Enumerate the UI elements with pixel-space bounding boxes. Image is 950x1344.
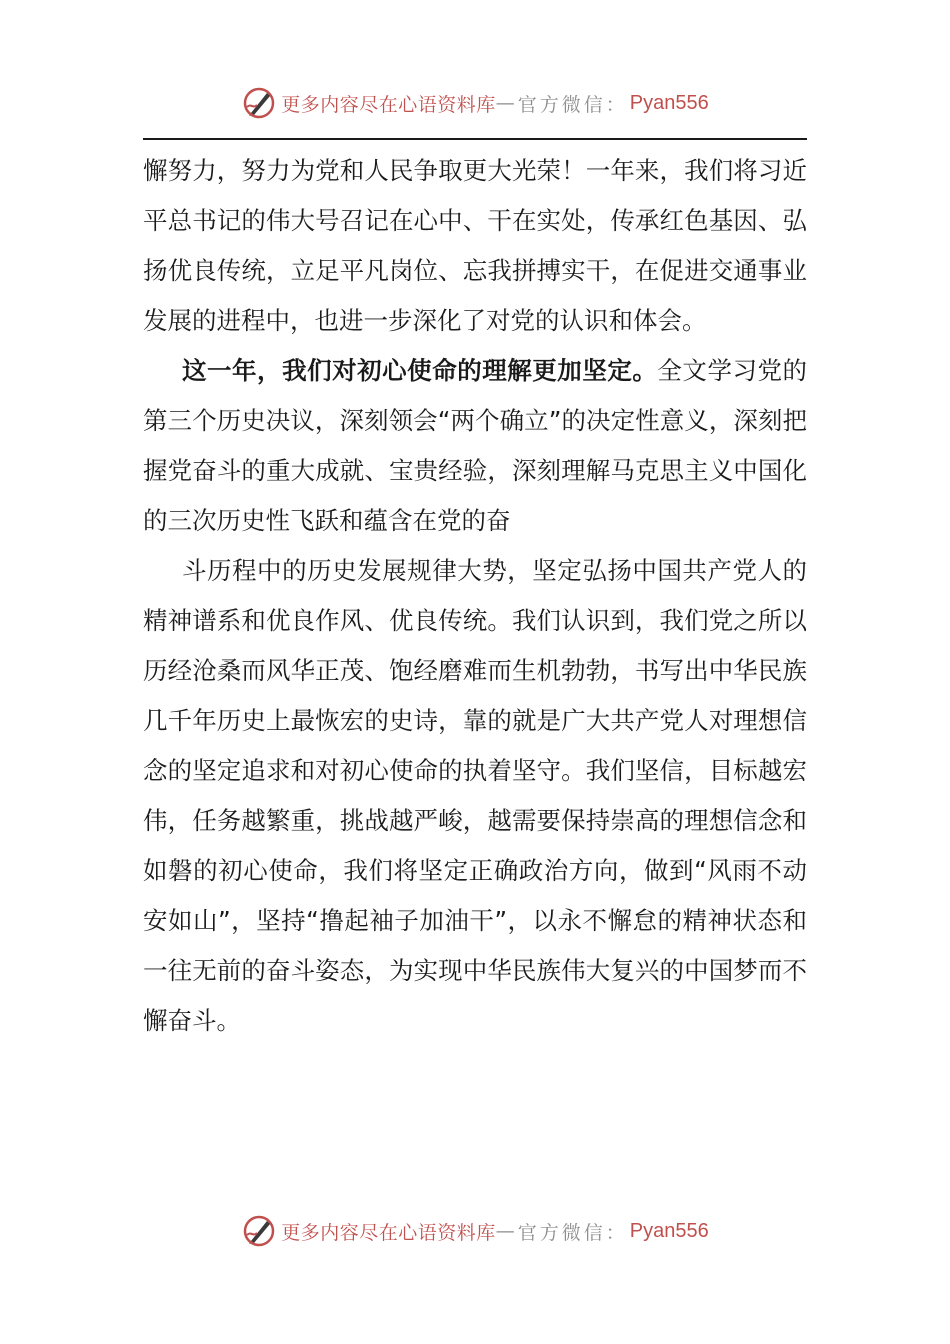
pen-logo-icon — [241, 85, 277, 121]
footer-wechat-label: 官方微信： — [517, 1221, 628, 1244]
footer-site-text: 更多内容尽在心语资料库 — [281, 1221, 496, 1244]
paragraph-2-text: 全文学习党的第三个历史决议，深刻领会“两个确立”的决定性意义，深刻把握党奋斗的重大成就、宝贵经验，深刻理解马克思主义中国化的三次历史性飞跃和蕴含在党的奋 — [143, 356, 808, 535]
header-wechat-label: 官方微信： — [517, 93, 628, 116]
header-banner — [0, 83, 950, 123]
header-wechat-id: Pyan556 — [629, 91, 709, 114]
pen-logo-icon — [241, 1213, 277, 1249]
document-body — [143, 146, 807, 1046]
footer-banner — [0, 1211, 950, 1251]
paragraph-2 — [143, 346, 807, 546]
header-rule — [143, 138, 807, 140]
header-site-text: 更多内容尽在心语资料库 — [281, 93, 496, 116]
paragraph-2-heading: 这一年，我们对初心使命的理解更加坚定。 — [182, 356, 658, 385]
paragraph-3: 斗历程中的历史发展规律大势，坚定弘扬中国共产党人的精神谱系和优良作风、优良传统。我们认识到，我们党之所以历经沧桑而风华正茂、饱经磨难而生机勃勃，书写出中华民族几千年历史上最恢宏的史诗，靠的就是广大共产党人对理想信念的坚定追求和对初心使命的执着坚守。我们坚信，目标越宏伟，任务越繁重，挑战越严峻，越需要保持崇高的理想信念和如磐的初心使命，我们将坚定正确政治方向，做到“风雨不动安如山”，坚持“撸起袖子加油干”，以永不懈怠的精神状态和一往无前的奋斗姿态，为实现中华民族伟大复兴的中国梦而不懈奋斗。 — [143, 556, 807, 1035]
footer-wechat-id: Pyan556 — [629, 1219, 709, 1242]
footer-dash: — — [495, 1220, 518, 1242]
header-dash: — — [495, 92, 518, 114]
paragraph-1: 懈努力，努力为党和人民争取更大光荣！一年来，我们将习近平总书记的伟大号召记在心中、干在实处，传承红色基因、弘扬优良传统，立足平凡岗位、忘我拼搏实干，在促进交通事业发展的进程中，也进一步深化了对党的认识和体会。 — [143, 156, 807, 335]
